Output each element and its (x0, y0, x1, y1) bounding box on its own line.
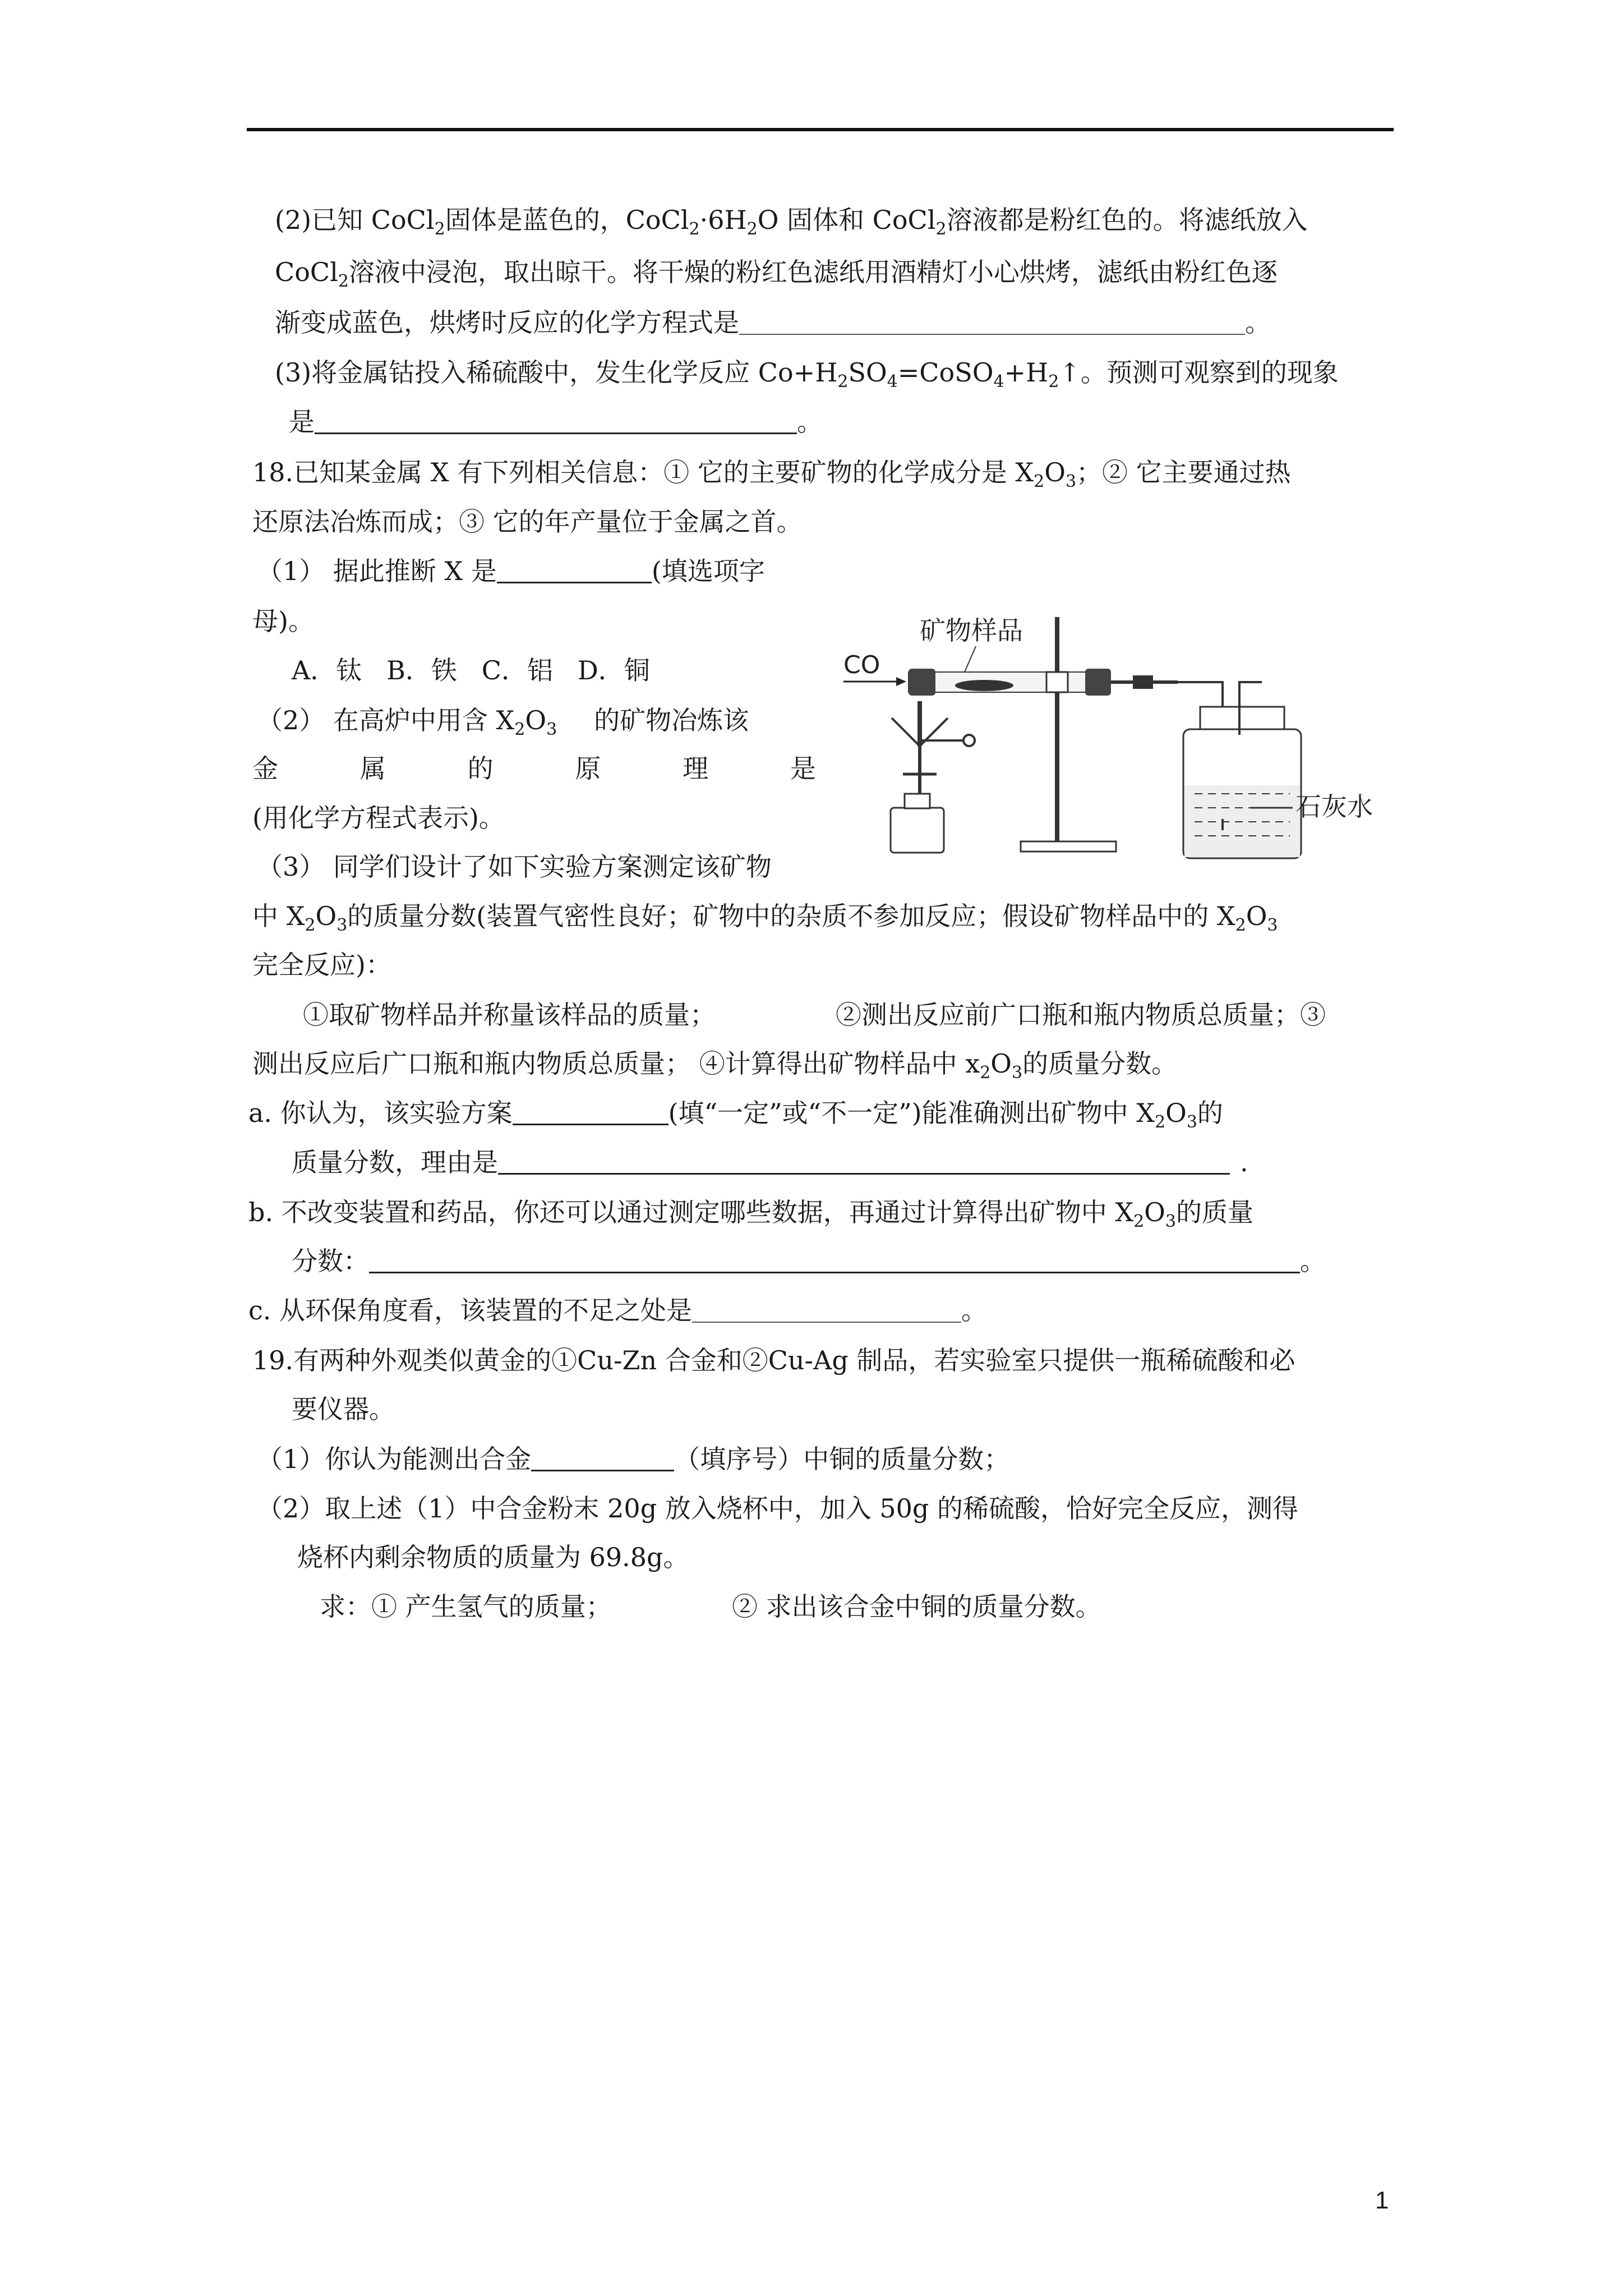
q18-part2-line3: (用化学方程式表示)。 (252, 803, 505, 833)
stand-base (1021, 841, 1116, 852)
q17-part3-line2: 是 。 (289, 407, 823, 437)
header-rule (247, 128, 1394, 131)
q18-part3-line3: 完全反应)： (252, 950, 391, 980)
answer-blank-alloy[interactable] (531, 1445, 674, 1471)
apparatus-diagram (836, 606, 1408, 869)
stand-rod (1055, 617, 1059, 841)
q18-b-line1: b. 不改变装置和药品，你还可以通过测定哪些数据，再通过计算得出矿物中 $X_2O_3$的质量 (248, 1197, 1253, 1231)
answer-blank-c[interactable] (692, 1297, 961, 1323)
q19-stem-line2: 要仪器。 (292, 1394, 395, 1424)
q18-options: A．钛 B．铁 C．铝 D．铜 (292, 655, 650, 685)
answer-blank-x[interactable] (497, 557, 652, 583)
limewater-label: 石灰水 (1295, 792, 1373, 822)
answer-blank-a1[interactable] (513, 1099, 668, 1125)
q18-part1-line2: 母)。 (252, 606, 314, 636)
q17-part2-line2: CoCl$_2$溶液中浸泡，取出晾干。将干燥的粉红色滤纸用酒精灯小心烘烤，滤纸由粉红色逐 (275, 257, 1278, 291)
answer-blank-a2[interactable] (498, 1148, 1230, 1175)
stopper-left (909, 669, 935, 696)
answer-blank-equation[interactable] (739, 309, 1245, 335)
co-label: CO (843, 651, 880, 679)
q19-stem-line1: 19.有两种外观类似黄金的①Cu-Zn 合金和②Cu-Ag 制品，若实验室只提供一瓶稀硫酸和必 (252, 1345, 1295, 1375)
q18-part3-line1: （3） 同学们设计了如下实验方案测定该矿物 (257, 852, 772, 882)
ore-sample (955, 680, 1013, 691)
page-number: 1 (1375, 2187, 1389, 2214)
q19-part2-line2: 烧杯内剩余物质的质量为 69.8g。 (297, 1542, 689, 1572)
bottle-stopper (1200, 707, 1284, 729)
q18-step-3-4: 测出反应后广口瓶和瓶内物质总质量； ④计算得出矿物样品中 $x_2O_3$的质量分数。 (252, 1048, 1178, 1083)
q18-stem-line2: 还原法冶炼而成；③ 它的年产量位于金属之首。 (252, 507, 803, 537)
q18-part3-line2: 中 $X_2O_3$的质量分数(装置气密性良好；矿物中的杂质不参加反应；假设矿物样品中的 $X_2O_3$ (252, 901, 1278, 935)
q19-part2-line1: （2）取上述（1）中合金粉末 20g 放入烧杯中，加入 50g 的稀硫酸，恰好完全反应，测得 (257, 1493, 1298, 1524)
q18-b-line2: 分数： 。 (292, 1246, 1326, 1276)
sample-label: 矿物样品 (920, 615, 1023, 646)
q19-ask-2: ② 求出该合金中铜的质量分数。 (732, 1591, 1101, 1622)
q17-part3-line1: (3)将金属钴投入稀硫酸中，发生化学反应 $Co+H_2SO_4=CoSO_4+H_2↑$。预测可观察到的现象 (275, 357, 1339, 392)
q19-ask-1: 求：① 产生氢气的质量； (320, 1591, 612, 1622)
q18-a-line1: a. 你认为，该实验方案 (填“一定”或“不一定”)能准确测出矿物中 $X_2O_3$的 (248, 1098, 1223, 1132)
q18-c-line: c. 从环保角度看，该装置的不足之处是 。 (248, 1295, 988, 1326)
q18-a-line2: 质量分数，理由是 . (292, 1147, 1248, 1177)
q18-part2-line1: （2） 在高炉中用含 $X_2O_3$ 的矿物冶炼该 (257, 705, 749, 739)
q17-part2-line3: 渐变成蓝色，烘烤时反应的化学方程式是 。 (275, 307, 1271, 338)
q18-stem-line1: 18.已知某金属 X 有下列相关信息：① 它的主要矿物的化学成分是 $X_2O_3$；② 它主要通过热 (252, 457, 1291, 491)
q18-step-2: ②测出反应前广口瓶和瓶内物质总质量；③ (836, 1000, 1326, 1030)
stopper-right (1085, 669, 1111, 696)
q18-step-1: ①取矿物样品并称量该样品的质量； (303, 1000, 716, 1030)
q18-part2-line2: 金 属 的 原 理 是 (252, 753, 816, 784)
alcohol-lamp (891, 808, 944, 853)
answer-blank-phenomenon[interactable] (315, 408, 797, 434)
answer-blank-b[interactable] (369, 1247, 1300, 1273)
q18-part1-line1: （1） 据此推断 X 是 (填选项字 (257, 556, 765, 586)
q17-part2-line1: (2)已知 CoCl$_2$固体是蓝色的，$CoCl_2\cdot 6H_2O$ 固体和 CoCl$_2$溶液都是粉红色的。将滤纸放入 (275, 205, 1308, 239)
q19-part1: （1）你认为能测出合金 （填序号）中铜的质量分数； (257, 1444, 1010, 1474)
